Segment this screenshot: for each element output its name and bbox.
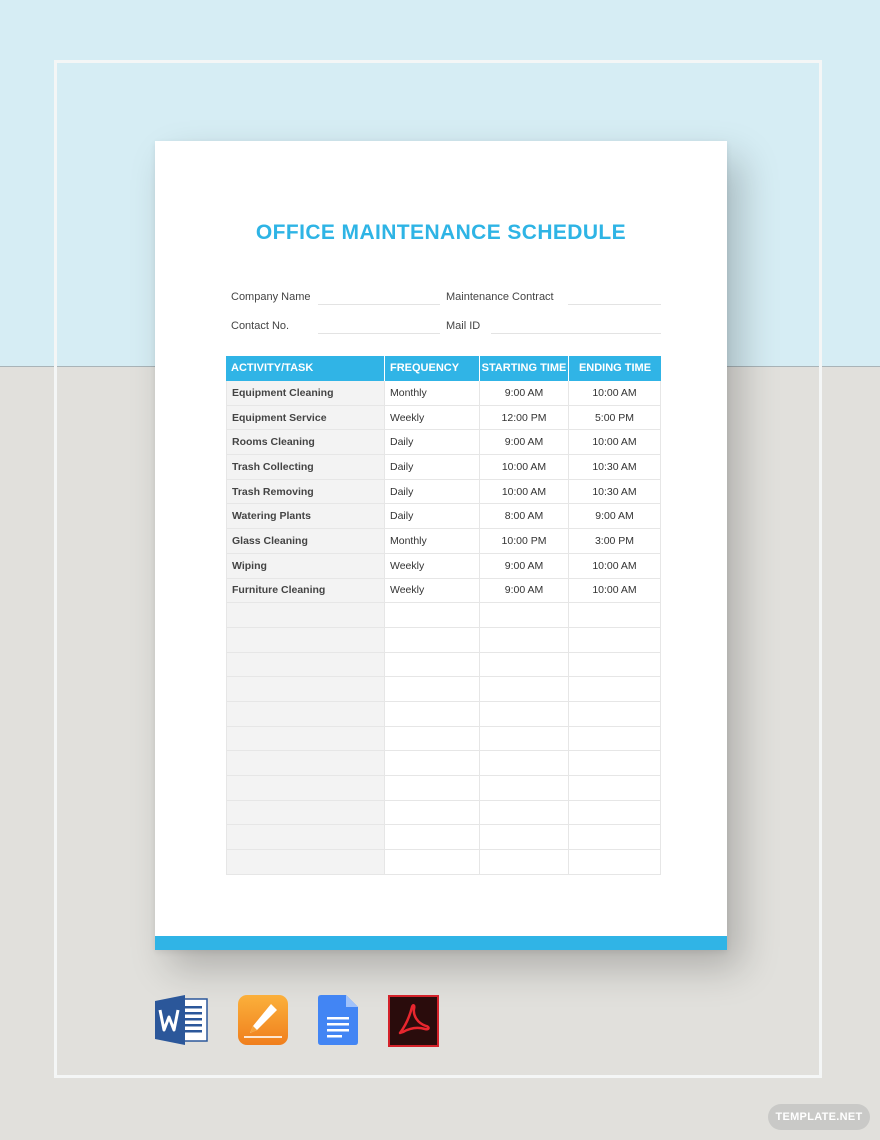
- frequency-cell: Daily: [385, 455, 480, 480]
- starting-time-cell: 9:00 AM: [480, 381, 569, 406]
- frequency-cell: Daily: [385, 430, 480, 455]
- ending-time-cell: 10:00 AM: [569, 554, 661, 579]
- table-row: [226, 751, 661, 776]
- frequency-cell: [385, 677, 480, 702]
- ending-time-cell: [569, 801, 661, 826]
- table-row: [226, 628, 661, 653]
- ending-time-cell: [569, 727, 661, 752]
- frequency-cell: Monthly: [385, 529, 480, 554]
- table-row: [226, 406, 661, 431]
- ending-time-cell: [569, 776, 661, 801]
- starting-time-cell: 10:00 AM: [480, 455, 569, 480]
- frequency-cell: [385, 628, 480, 653]
- frequency-cell: [385, 702, 480, 727]
- mail-id-label: Mail ID: [446, 320, 481, 332]
- activity-cell: [226, 603, 385, 628]
- activity-cell: [226, 776, 385, 801]
- schedule-table: [226, 356, 661, 875]
- ending-time-cell: [569, 628, 661, 653]
- header-frequency: FREQUENCY: [385, 356, 480, 381]
- starting-time-cell: [480, 727, 569, 752]
- table-row: [226, 480, 661, 505]
- starting-time-cell: 8:00 AM: [480, 504, 569, 529]
- table-header: [226, 356, 661, 381]
- table-row: [226, 776, 661, 801]
- ending-time-cell: [569, 702, 661, 727]
- table-row: [226, 653, 661, 678]
- frequency-cell: [385, 801, 480, 826]
- starting-time-cell: [480, 603, 569, 628]
- table-row: [226, 579, 661, 604]
- google-docs-icon: [318, 995, 358, 1045]
- table-row: [226, 430, 661, 455]
- activity-cell: [226, 751, 385, 776]
- starting-time-cell: [480, 751, 569, 776]
- frequency-cell: [385, 776, 480, 801]
- ending-time-cell: [569, 603, 661, 628]
- starting-time-cell: 9:00 AM: [480, 579, 569, 604]
- frequency-cell: [385, 850, 480, 875]
- contact-no-line: [318, 333, 440, 334]
- table-row: [226, 850, 661, 875]
- ending-time-cell: [569, 850, 661, 875]
- header-starting-time: STARTING TIME: [480, 356, 569, 381]
- table-row: [226, 529, 661, 554]
- table-row: [226, 455, 661, 480]
- activity-cell: Furniture Cleaning: [226, 579, 385, 604]
- frequency-cell: Daily: [385, 504, 480, 529]
- activity-cell: Watering Plants: [226, 504, 385, 529]
- starting-time-cell: [480, 628, 569, 653]
- table-row: [226, 727, 661, 752]
- ending-time-cell: [569, 653, 661, 678]
- table-row: [226, 554, 661, 579]
- maintenance-contract-line: [568, 304, 661, 305]
- activity-cell: [226, 825, 385, 850]
- activity-cell: Trash Removing: [226, 480, 385, 505]
- activity-cell: [226, 850, 385, 875]
- starting-time-cell: 9:00 AM: [480, 554, 569, 579]
- table-row: [226, 677, 661, 702]
- maintenance-contract-label: Maintenance Contract: [446, 291, 554, 303]
- ending-time-cell: 10:30 AM: [569, 455, 661, 480]
- ending-time-cell: 9:00 AM: [569, 504, 661, 529]
- starting-time-cell: [480, 825, 569, 850]
- frequency-cell: Monthly: [385, 381, 480, 406]
- pages-icon: [238, 995, 288, 1045]
- ending-time-cell: 10:30 AM: [569, 480, 661, 505]
- table-row: [226, 603, 661, 628]
- frequency-cell: [385, 751, 480, 776]
- frequency-cell: [385, 653, 480, 678]
- activity-cell: Glass Cleaning: [226, 529, 385, 554]
- activity-cell: [226, 702, 385, 727]
- activity-cell: Trash Collecting: [226, 455, 385, 480]
- table-body: [226, 381, 661, 875]
- starting-time-cell: [480, 776, 569, 801]
- starting-time-cell: 10:00 PM: [480, 529, 569, 554]
- activity-cell: Rooms Cleaning: [226, 430, 385, 455]
- document-page: [155, 141, 727, 950]
- activity-cell: Equipment Cleaning: [226, 381, 385, 406]
- ending-time-cell: 3:00 PM: [569, 529, 661, 554]
- frequency-cell: Daily: [385, 480, 480, 505]
- starting-time-cell: 9:00 AM: [480, 430, 569, 455]
- frequency-cell: [385, 825, 480, 850]
- table-row: [226, 801, 661, 826]
- ending-time-cell: 5:00 PM: [569, 406, 661, 431]
- starting-time-cell: [480, 702, 569, 727]
- table-row: [226, 825, 661, 850]
- frequency-cell: Weekly: [385, 554, 480, 579]
- activity-cell: [226, 653, 385, 678]
- acrobat-icon: [388, 995, 439, 1047]
- document-footer-bar: [155, 936, 727, 950]
- starting-time-cell: [480, 801, 569, 826]
- frequency-cell: [385, 603, 480, 628]
- frequency-cell: Weekly: [385, 579, 480, 604]
- frequency-cell: Weekly: [385, 406, 480, 431]
- activity-cell: [226, 628, 385, 653]
- mail-id-line: [491, 333, 661, 334]
- ending-time-cell: [569, 751, 661, 776]
- ending-time-cell: 10:00 AM: [569, 381, 661, 406]
- ending-time-cell: 10:00 AM: [569, 579, 661, 604]
- activity-cell: [226, 727, 385, 752]
- contact-no-label: Contact No.: [231, 320, 290, 332]
- activity-cell: Equipment Service: [226, 406, 385, 431]
- header-ending-time: ENDING TIME: [578, 362, 652, 374]
- ending-time-cell: 10:00 AM: [569, 430, 661, 455]
- document-title: OFFICE MAINTENANCE SCHEDULE: [255, 221, 627, 244]
- activity-cell: [226, 801, 385, 826]
- table-row: [226, 702, 661, 727]
- word-icon: [155, 995, 209, 1045]
- starting-time-cell: [480, 850, 569, 875]
- header-activity: ACTIVITY/TASK: [226, 356, 385, 381]
- starting-time-cell: 12:00 PM: [480, 406, 569, 431]
- company-name-line: [318, 304, 440, 305]
- ending-time-cell: [569, 677, 661, 702]
- starting-time-cell: [480, 677, 569, 702]
- ending-time-cell: [569, 825, 661, 850]
- starting-time-cell: 10:00 AM: [480, 480, 569, 505]
- frequency-cell: [385, 727, 480, 752]
- starting-time-cell: [480, 653, 569, 678]
- template-net-badge[interactable]: TEMPLATE.NET: [768, 1104, 870, 1130]
- activity-cell: Wiping: [226, 554, 385, 579]
- company-name-label: Company Name: [231, 291, 311, 303]
- activity-cell: [226, 677, 385, 702]
- table-row: [226, 381, 661, 406]
- table-row: [226, 504, 661, 529]
